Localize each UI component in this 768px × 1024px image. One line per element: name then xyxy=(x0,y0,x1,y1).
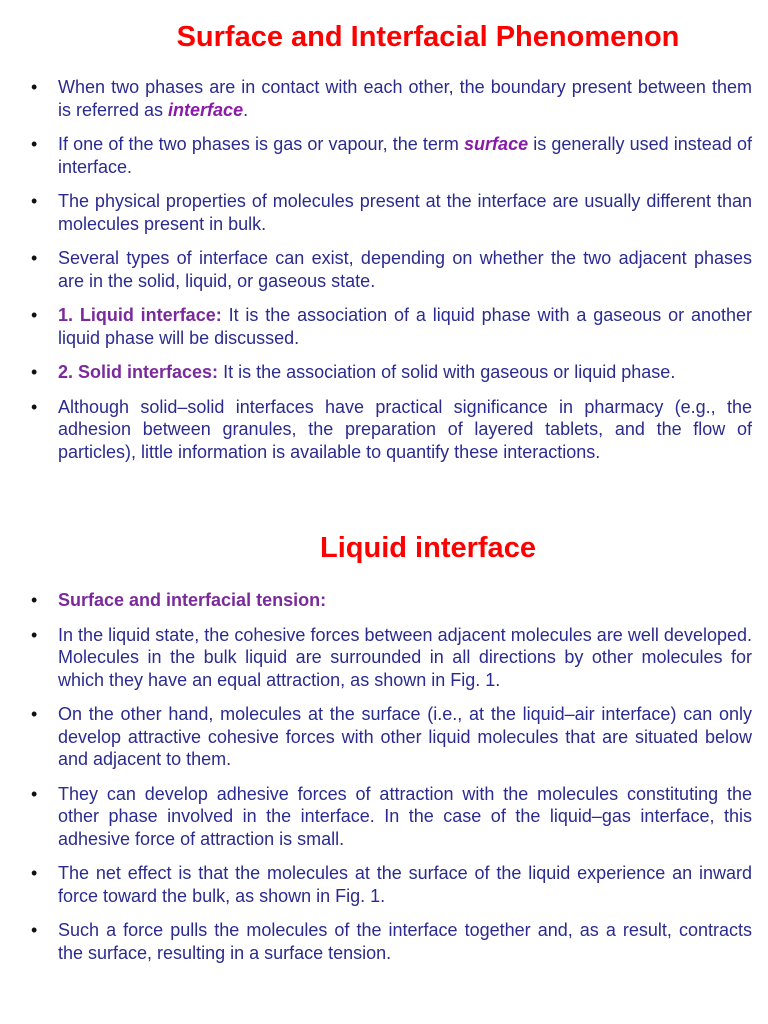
bullet-marker: • xyxy=(31,396,38,417)
emphasis-term-surface: surface xyxy=(464,134,529,154)
bullet-text: On the other hand, molecules at the surface (i.e., at the liquid–air interface) can only develop attractive cohesive forces with other liquid molecules that are situated below and adjacent to them. xyxy=(58,704,752,769)
bullet-marker: • xyxy=(31,191,38,211)
bullet-marker: • xyxy=(31,362,38,382)
section-title-liquid-interface: Liquid interface xyxy=(320,532,536,564)
bullet-text: When two phases are in contact with each other, the boundary present between them is referred as xyxy=(58,77,752,120)
bullet-surface-molecules xyxy=(0,703,768,771)
bullet-solid-interfaces xyxy=(0,361,768,384)
page-title: Surface and Interfacial Phenomenon xyxy=(176,21,680,53)
bullet-marker: • xyxy=(31,704,38,724)
bullet-text: The net effect is that the molecules at the surface of the liquid experience an inward force toward the bulk, as shown in Fig. 1. xyxy=(58,863,752,906)
emphasis-term-interface: interface xyxy=(168,99,244,120)
bullet-adhesive-forces xyxy=(0,783,768,851)
bullet-label-liquid-interface: 1. Liquid interface: xyxy=(58,305,222,325)
bullet-surface-definition xyxy=(0,133,768,178)
bullet-text: Such a force pulls the molecules of the interface together and, as a result, contracts the surface, resulting in a surface tension. xyxy=(58,920,752,963)
bullet-marker: • xyxy=(31,305,38,325)
bullet-text-end: is generally used instead of interface. xyxy=(58,134,752,177)
bullet-marker: • xyxy=(31,77,38,97)
bullet-marker: • xyxy=(31,590,38,610)
bullet-marker: • xyxy=(31,248,38,268)
bullet-text: Although solid–solid interfaces have practical significance in pharmacy (e.g., the adhesion between granules, the preparation of layered tablets, and the flow of particles), little information is available to quantify these interactions. xyxy=(58,396,752,462)
bullet-surface-tension-result xyxy=(0,919,768,964)
bullet-marker: • xyxy=(31,624,38,645)
bullet-subheading xyxy=(0,589,768,612)
bullet-liquid-interface xyxy=(0,304,768,349)
bullet-solid-solid-interfaces xyxy=(0,396,768,464)
bullet-text: It is the association of a liquid phase with a gaseous or another liquid phase will be discussed. xyxy=(58,305,752,348)
subheading-surface-tension: Surface and interfacial tension: xyxy=(58,590,327,610)
bullet-text: It is the association of solid with gaseous or liquid phase. xyxy=(218,362,676,382)
bullet-text: The physical properties of molecules present at the interface are usually different than molecules present in bulk. xyxy=(58,191,752,234)
liquid-interface-bullet-list xyxy=(0,589,768,976)
bullet-text-end: . xyxy=(243,99,249,120)
bullet-text: In the liquid state, the cohesive forces between adjacent molecules are well developed. Molecules in the bulk liquid are surrounded in all directions by other molecules for which they have an equal attraction, as shown in Fig. 1. xyxy=(58,624,752,690)
bullet-label-solid-interfaces: 2. Solid interfaces: xyxy=(58,362,219,382)
bullet-physical-properties xyxy=(0,190,768,235)
bullet-text: If one of the two phases is gas or vapour, the term xyxy=(58,134,465,154)
bullet-marker: • xyxy=(31,783,38,804)
bullet-text: They can develop adhesive forces of attraction with the molecules constituting the other phase involved in the interface. In the case of the liquid–gas interface, this adhesive force of attraction is small. xyxy=(58,783,752,849)
bullet-interface-definition xyxy=(0,76,768,121)
bullet-cohesive-forces xyxy=(0,624,768,692)
bullet-text: Several types of interface can exist, depending on whether the two adjacent phases are in the solid, liquid, or gaseous state. xyxy=(58,248,752,291)
bullet-interface-types xyxy=(0,247,768,292)
bullet-marker: • xyxy=(31,920,38,940)
intro-bullet-list xyxy=(0,76,768,475)
bullet-net-effect xyxy=(0,862,768,907)
bullet-marker: • xyxy=(31,134,38,154)
bullet-marker: • xyxy=(31,863,38,883)
